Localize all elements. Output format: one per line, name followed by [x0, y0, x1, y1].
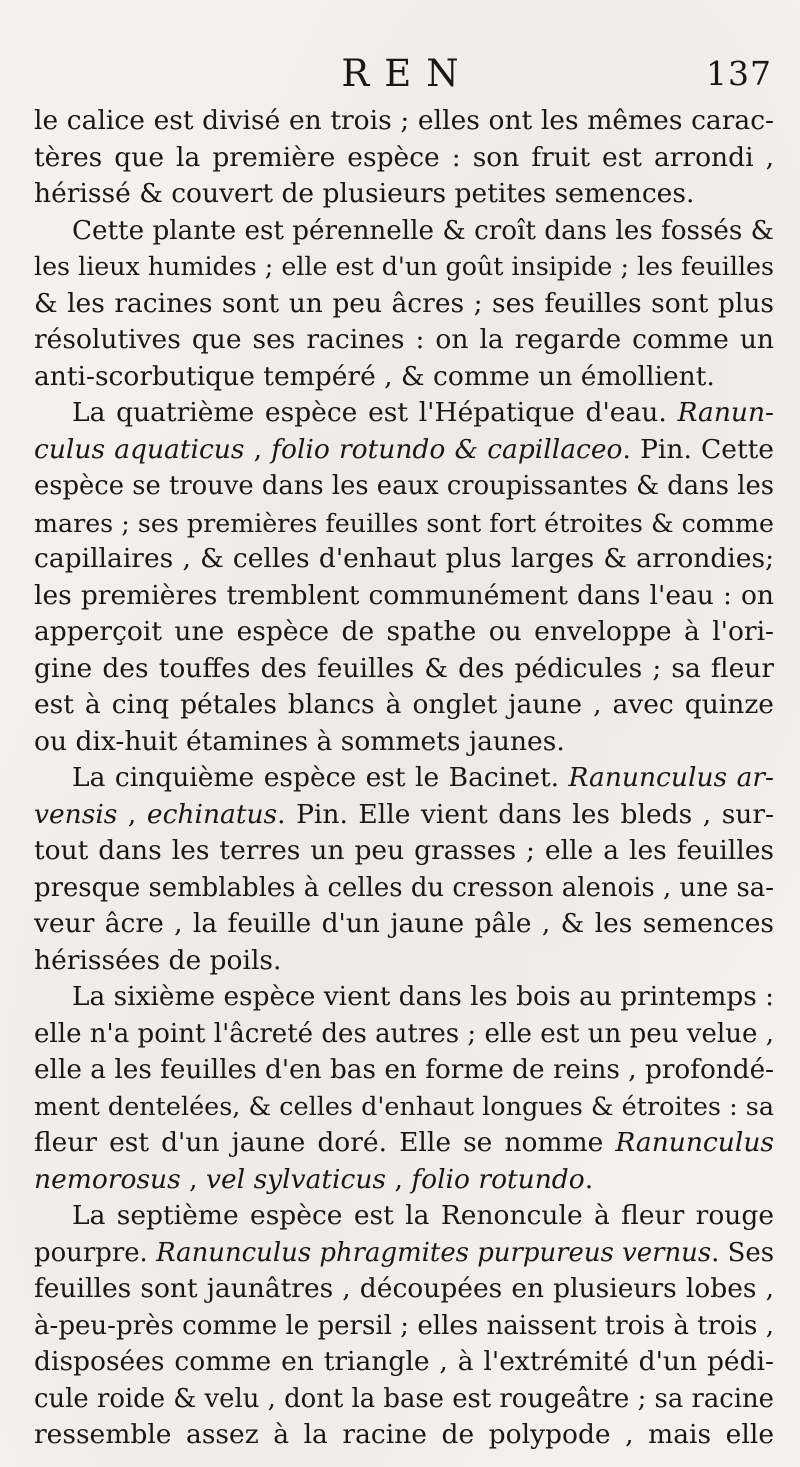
text-line: à-peu-près comme le persil ; elles naissent trois à trois ,: [34, 1310, 774, 1341]
text-line: hérissé & couvert de plusieurs petites semences.: [34, 178, 695, 209]
page-number: 137: [706, 54, 772, 93]
text-line: cule roide & velu , dont la base est rougeâtre ; sa racine: [34, 1383, 774, 1414]
text-line: pourpre. Ranunculus phragmites purpureus vernus. Ses: [34, 1237, 774, 1268]
text-line: ou dix-huit étamines à sommets jaunes.: [34, 725, 565, 757]
text-line: ment dentelées, & celles d'enhaut longues & étroites : sa: [34, 1091, 774, 1122]
text-line: est à cinq pétales blancs à onglet jaune , avec quinze: [34, 689, 774, 720]
text-line: elle n'a point l'âcreté des autres ; elle est un peu velue ,: [34, 1018, 774, 1049]
text-line: feuilles sont jaunâtres , découpées en plusieurs lobes ,: [34, 1273, 774, 1304]
text-line: tères que la première espèce : son fruit est arrondi ,: [34, 141, 774, 173]
text-line: nemorosus , vel sylvaticus , folio rotundo.: [34, 1163, 594, 1195]
text-line: vensis , echinatus. Pin. Elle vient dans les bleds , sur-: [34, 798, 774, 830]
text-line: La septième espèce est la Renoncule à fleur rouge: [72, 1200, 774, 1231]
text-line: presque semblables à celles du cresson alenois , une sa-: [34, 872, 774, 903]
text-line: tout dans les terres un peu grasses ; elle a les feuilles: [34, 835, 774, 866]
text-line: apperçoit une espèce de spathe ou enveloppe à l'ori-: [34, 616, 774, 647]
text-line: & les racines sont un peu âcres ; ses feuilles sont plus: [34, 287, 774, 319]
text-line: mares ; ses premières feuilles sont fort étroites & comme: [34, 507, 774, 538]
text-line: La quatrième espèce est l'Hépatique d'eau. Ranun-: [72, 397, 774, 428]
text-line: ressemble assez à la racine de polypode , mais elle: [34, 1419, 774, 1450]
text-line: culus aquaticus , folio rotundo & capillaceo. Pin. Cette: [34, 433, 774, 465]
text-line: veur âcre , la feuille d'un jaune pâle , & les semences: [34, 908, 774, 939]
running-head: [0, 52, 800, 104]
running-title: REN: [341, 52, 474, 95]
text-line: les lieux humides ; elle est d'un goût insipide ; les feuilles: [34, 252, 774, 281]
text-line: résolutives que ses racines : on la regarde comme un: [34, 324, 774, 355]
text-line: le calice est divisé en trois ; elles ont les mêmes carac-: [34, 105, 774, 136]
text-line: gine des touffes des feuilles & des pédicules ; sa fleur: [34, 652, 774, 684]
text-line: elle a les feuilles d'en bas en forme de reins , profondé-: [34, 1055, 775, 1085]
text-line: capillaires , & celles d'enhaut plus larges & arrondies;: [34, 543, 774, 574]
text-line: hérissées de poils.: [34, 944, 282, 976]
text-line: disposées comme en triangle , à l'extrémité d'un pédi-: [34, 1346, 774, 1377]
text-line: Cette plante est pérennelle & croît dans les fossés &: [72, 215, 774, 246]
body-text: [34, 103, 774, 1454]
text-line: La cinquième espèce est le Bacinet. Ranunculus ar-: [72, 762, 774, 793]
text-line: anti-scorbutique tempéré , & comme un émollient.: [34, 360, 715, 392]
text-line: les premières tremblent communément dans l'eau : on: [34, 579, 774, 611]
text-line: fleur est d'un jaune doré. Elle se nomme Ranunculus: [34, 1127, 774, 1158]
text-line: La sixième espèce vient dans les bois au printemps :: [72, 982, 774, 1012]
text-line: espèce se trouve dans les eaux croupissantes & dans les: [34, 471, 774, 501]
